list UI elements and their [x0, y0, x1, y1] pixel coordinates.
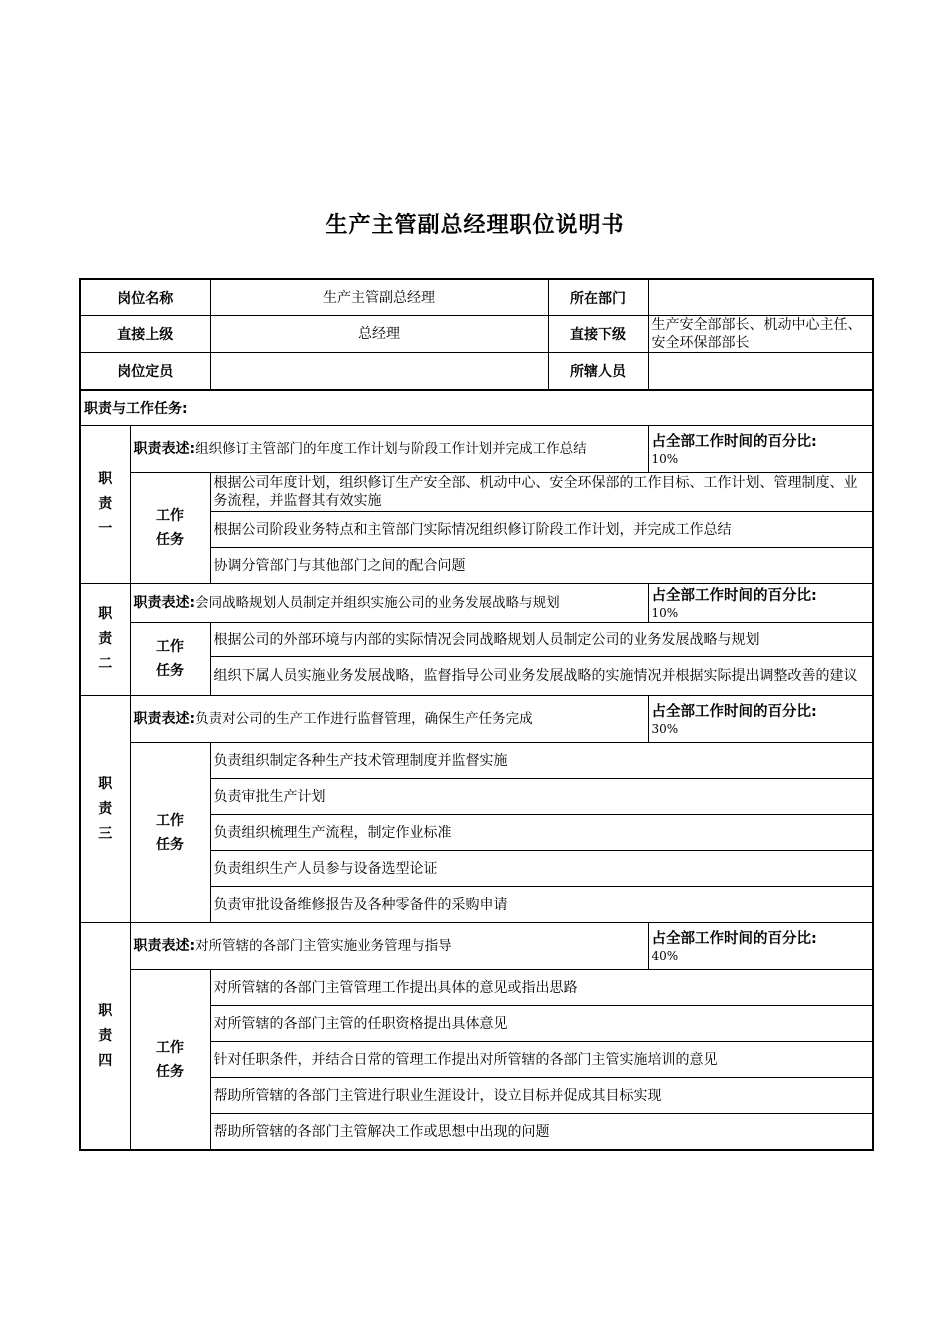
duty-1-task-1: 根据公司年度计划，组织修订生产安全部、机动中心、安全环保部的工作目标、工作计划、管理制度、业务流程，并监督其有效实施: [210, 473, 873, 512]
department-value: [648, 279, 873, 316]
headcount-value: [210, 353, 548, 391]
duty-2-label: 职 责 二: [80, 584, 130, 696]
duty-3-description: 职责表述:负责对公司的生产工作进行监督管理，确保生产任务完成: [130, 696, 648, 743]
managed-label: 所辖人员: [548, 353, 648, 391]
duty-4-task-label: 工作 任务: [130, 970, 210, 1151]
duty-2-description: 职责表述:会同战略规划人员制定并组织实施公司的业务发展战略与规划: [130, 584, 648, 623]
page-title: 生产主管副总经理职位说明书: [325, 213, 625, 238]
header-row-headcount: [80, 353, 873, 391]
duty-4-percent: 占全部工作时间的百分比: 40%: [648, 923, 873, 970]
duty-3-task-5: 负责审批设备维修报告及各种零备件的采购申请: [210, 887, 873, 923]
duty-3-task-1: 负责组织制定各种生产技术管理制度并监督实施: [210, 743, 873, 779]
section-title-row: [80, 390, 873, 426]
subordinate-label: 直接下级: [548, 316, 648, 353]
duty-3-task-2: 负责审批生产计划: [210, 779, 873, 815]
job-description-table: [79, 278, 874, 1151]
department-label: 所在部门: [548, 279, 648, 316]
duty-1-task-2: 根据公司阶段业务特点和主管部门实际情况组织修订阶段工作计划，并完成工作总结: [210, 512, 873, 548]
duty-4-task-2: 对所管辖的各部门主管的任职资格提出具体意见: [210, 1006, 873, 1042]
superior-label: 直接上级: [80, 316, 210, 353]
duty-4-description: 职责表述:对所管辖的各部门主管实施业务管理与指导: [130, 923, 648, 970]
position-name-value: 生产主管副总经理: [210, 279, 548, 316]
duty-4-label: 职 责 四: [80, 923, 130, 1151]
duty-1-description: 职责表述:组织修订主管部门的年度工作计划与阶段工作计划并完成工作总结: [130, 426, 648, 473]
duty-2-percent: 占全部工作时间的百分比: 10%: [648, 584, 873, 623]
duty-4-task-5: 帮助所管辖的各部门主管解决工作或思想中出现的问题: [210, 1114, 873, 1151]
duty-4-task-1: 对所管辖的各部门主管管理工作提出具体的意见或指出思路: [210, 970, 873, 1006]
header-row-superior: [80, 316, 873, 353]
duty-2-task-label: 工作 任务: [130, 623, 210, 696]
duty-4-task-3: 针对任职条件，并结合日常的管理工作提出对所管辖的各部门主管实施培训的意见: [210, 1042, 873, 1078]
managed-value: [648, 353, 873, 391]
duty-3-percent: 占全部工作时间的百分比: 30%: [648, 696, 873, 743]
duty-3-task-label: 工作 任务: [130, 743, 210, 923]
position-name-label: 岗位名称: [80, 279, 210, 316]
duty-1-task-3: 协调分管部门与其他部门之间的配合问题: [210, 548, 873, 584]
duty-4-task-4: 帮助所管辖的各部门主管进行职业生涯设计，设立目标并促成其目标实现: [210, 1078, 873, 1114]
duty-2-task-row: [80, 623, 873, 657]
duty-3-task-row: [80, 743, 873, 779]
duty-2-task-2: 组织下属人员实施业务发展战略，监督指导公司业务发展战略的实施情况并根据实际提出调整改善的建议: [210, 657, 873, 696]
duty-1-label: 职 责 一: [80, 426, 130, 584]
subordinate-value: 生产安全部部长、机动中心主任、安全环保部部长: [648, 316, 873, 353]
duty-3-desc-row: [80, 696, 873, 743]
headcount-label: 岗位定员: [80, 353, 210, 391]
duty-2-task-1: 根据公司的外部环境与内部的实际情况会同战略规划人员制定公司的业务发展战略与规划: [210, 623, 873, 657]
duty-3-task-4: 负责组织生产人员参与设备选型论证: [210, 851, 873, 887]
duty-1-desc-row: [80, 426, 873, 473]
duty-1-percent: 占全部工作时间的百分比: 10%: [648, 426, 873, 473]
header-row-position: [80, 279, 873, 316]
duty-3-task-3: 负责组织梳理生产流程，制定作业标准: [210, 815, 873, 851]
superior-value: 总经理: [210, 316, 548, 353]
duty-4-desc-row: [80, 923, 873, 970]
duty-3-label: 职 责 三: [80, 696, 130, 923]
duty-4-task-row: [80, 970, 873, 1006]
duty-1-task-row: [80, 473, 873, 512]
duty-2-desc-row: [80, 584, 873, 623]
duty-1-task-label: 工作 任务: [130, 473, 210, 584]
section-title: 职责与工作任务:: [80, 390, 873, 426]
